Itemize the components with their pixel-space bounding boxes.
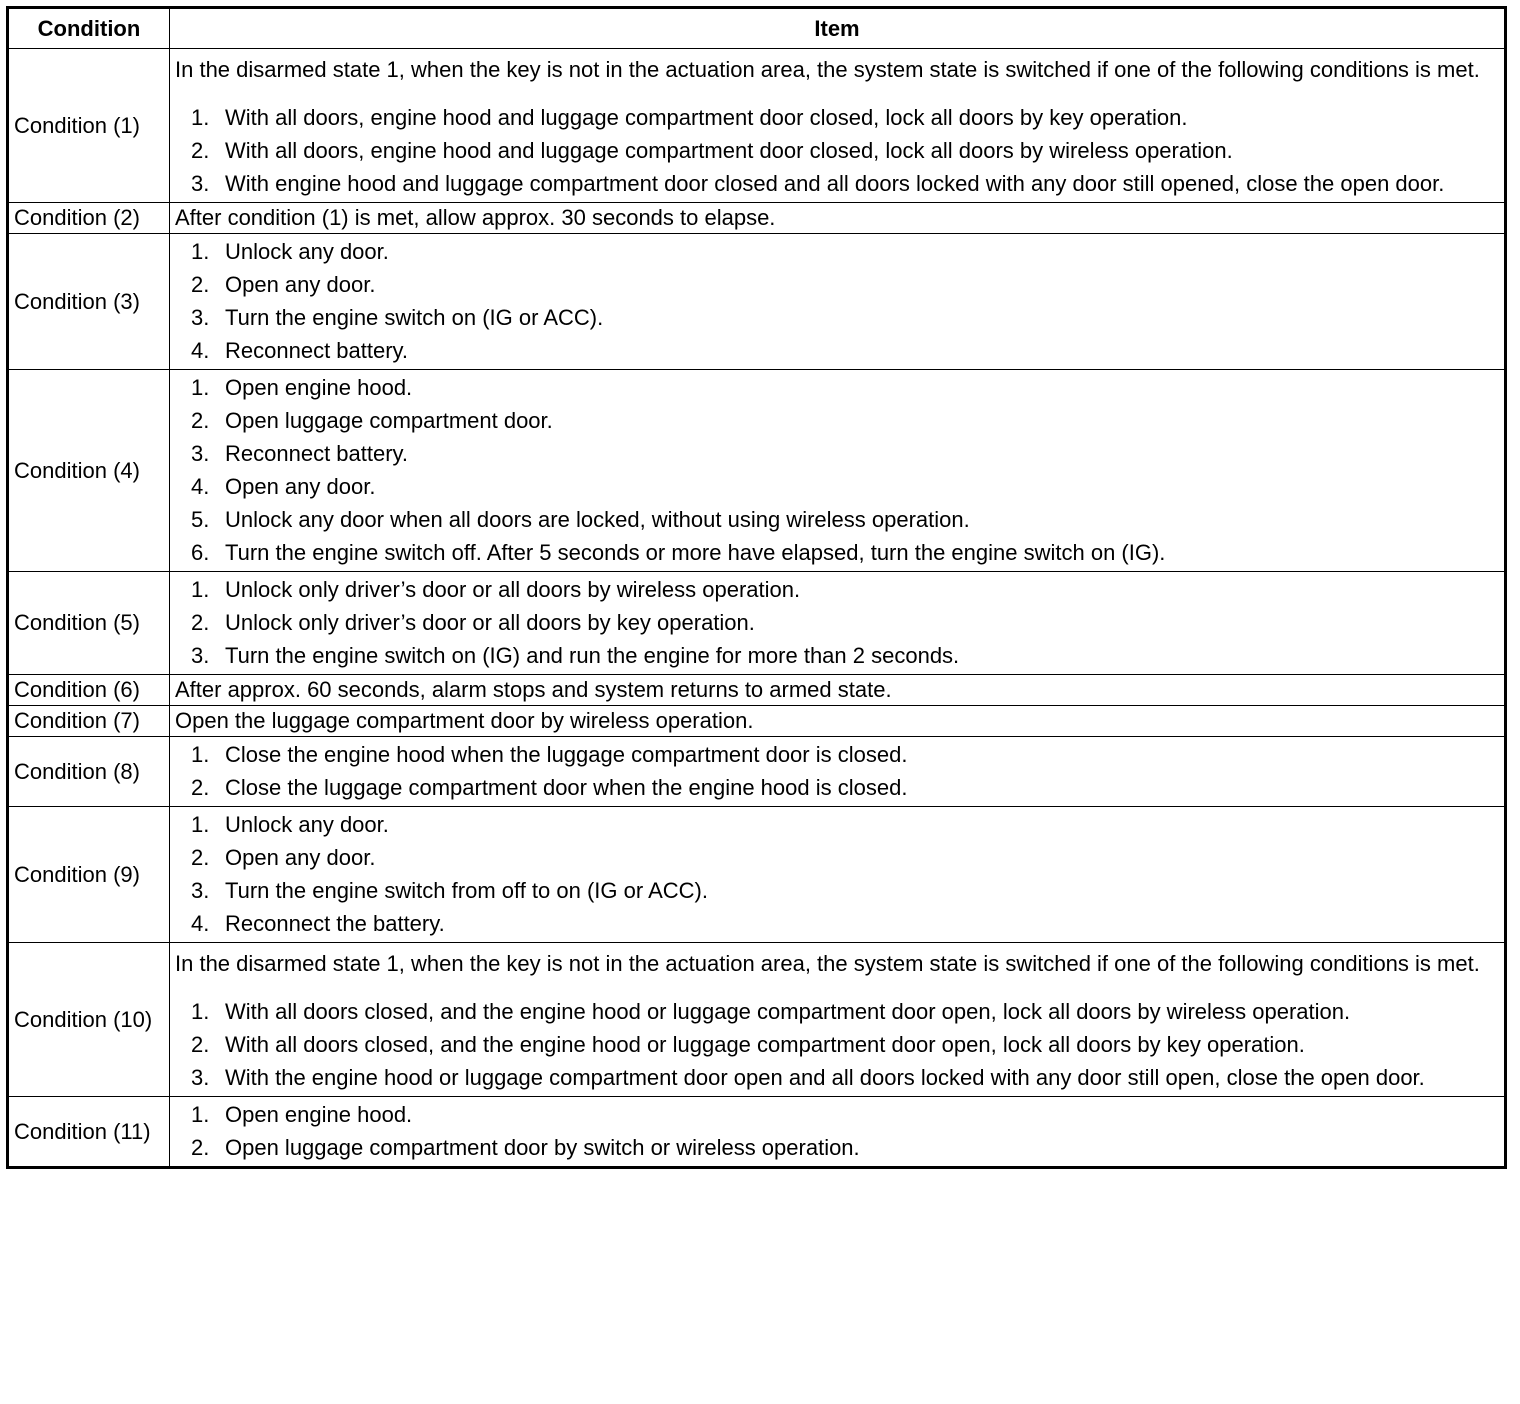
step-text: Unlock any door when all doors are locked, without using wireless operation. [225, 507, 970, 532]
item-cell [170, 234, 1506, 370]
step-number: 2. [191, 775, 210, 800]
condition-cell: Condition (3) [8, 234, 170, 370]
header-item: Item [170, 8, 1506, 49]
list-item [175, 472, 1499, 502]
list-item [175, 843, 1499, 873]
item-text: Open the luggage compartment door by wireless operation. [175, 708, 754, 733]
table-row [8, 706, 1506, 737]
step-list [175, 997, 1499, 1093]
list-item [175, 608, 1499, 638]
list-item [175, 876, 1499, 906]
item-text: After condition (1) is met, allow approx. 30 seconds to elapse. [175, 205, 776, 230]
step-number: 2. [191, 138, 210, 163]
step-number: 3. [191, 878, 210, 903]
step-number: 1. [191, 742, 210, 767]
step-number: 5. [191, 507, 210, 532]
step-number: 2. [191, 1032, 210, 1057]
item-cell [170, 807, 1506, 943]
item-cell [170, 49, 1506, 203]
step-number: 6. [191, 540, 210, 565]
step-text: Open engine hood. [225, 375, 413, 400]
step-text: With all doors, engine hood and luggage compartment door closed, lock all doors by wireless operation. [225, 138, 1233, 163]
item-intro: In the disarmed state 1, when the key is not in the actuation area, the system state is switched if one of the following conditions is met. [175, 951, 1480, 976]
step-text: Turn the engine switch off. After 5 seconds or more have elapsed, turn the engine switch on (IG). [225, 540, 1166, 565]
table-row [8, 1097, 1506, 1168]
step-number: 1. [191, 239, 210, 264]
condition-cell: Condition (1) [8, 49, 170, 203]
item-cell [170, 943, 1506, 1097]
step-text: With the engine hood or luggage compartment door open and all doors locked with any door still open, close the open door. [225, 1065, 1425, 1090]
step-text: Turn the engine switch on (IG or ACC). [225, 305, 604, 330]
step-number: 3. [191, 643, 210, 668]
item-cell [170, 1097, 1506, 1168]
step-number: 2. [191, 408, 210, 433]
step-text: Reconnect battery. [225, 441, 409, 466]
table-row [8, 572, 1506, 675]
table-row [8, 203, 1506, 234]
step-text: Unlock any door. [225, 812, 389, 837]
item-cell [170, 203, 1506, 234]
step-number: 2. [191, 1135, 210, 1160]
step-list [175, 1100, 1499, 1163]
list-item [175, 1030, 1499, 1060]
list-item [175, 773, 1499, 803]
step-text: Open any door. [225, 272, 376, 297]
step-text: With all doors, engine hood and luggage compartment door closed, lock all doors by key operation. [225, 105, 1188, 130]
list-item [175, 169, 1499, 199]
list-item [175, 575, 1499, 605]
step-number: 2. [191, 272, 210, 297]
step-text: Reconnect battery. [225, 338, 409, 363]
step-number: 1. [191, 1102, 210, 1127]
condition-cell: Condition (11) [8, 1097, 170, 1168]
step-number: 3. [191, 171, 210, 196]
list-item [175, 538, 1499, 568]
step-number: 3. [191, 305, 210, 330]
item-cell [170, 370, 1506, 572]
step-number: 2. [191, 845, 210, 870]
list-item [175, 1133, 1499, 1163]
list-item [175, 406, 1499, 436]
condition-cell: Condition (5) [8, 572, 170, 675]
header-condition: Condition [8, 8, 170, 49]
step-text: With all doors closed, and the engine hood or luggage compartment door open, lock all doors by key operation. [225, 1032, 1305, 1057]
step-text: Unlock only driver’s door or all doors by wireless operation. [225, 577, 801, 602]
step-list [175, 810, 1499, 939]
step-number: 2. [191, 610, 210, 635]
step-text: With engine hood and luggage compartment door closed and all doors locked with any door still opened, close the open door. [225, 171, 1445, 196]
table-row [8, 49, 1506, 203]
step-number: 3. [191, 441, 210, 466]
conditions-table [6, 6, 1507, 1169]
step-text: Open luggage compartment door by switch or wireless operation. [225, 1135, 860, 1160]
table-row [8, 807, 1506, 943]
step-number: 1. [191, 999, 210, 1024]
list-item [175, 336, 1499, 366]
table-row [8, 675, 1506, 706]
condition-cell: Condition (2) [8, 203, 170, 234]
list-item [175, 505, 1499, 535]
item-cell [170, 737, 1506, 807]
step-text: Unlock only driver’s door or all doors by key operation. [225, 610, 755, 635]
list-item [175, 641, 1499, 671]
item-cell [170, 572, 1506, 675]
step-text: Turn the engine switch from off to on (IG or ACC). [225, 878, 708, 903]
step-text: Unlock any door. [225, 239, 389, 264]
item-cell [170, 675, 1506, 706]
step-number: 4. [191, 338, 210, 363]
list-item [175, 1100, 1499, 1130]
step-list [175, 575, 1499, 671]
list-item [175, 1063, 1499, 1093]
list-item [175, 270, 1499, 300]
list-item [175, 237, 1499, 267]
condition-cell: Condition (4) [8, 370, 170, 572]
list-item [175, 303, 1499, 333]
step-number: 1. [191, 812, 210, 837]
step-number: 1. [191, 577, 210, 602]
condition-cell: Condition (9) [8, 807, 170, 943]
table-body [8, 49, 1506, 1168]
list-item [175, 810, 1499, 840]
step-list [175, 373, 1499, 568]
step-number: 4. [191, 474, 210, 499]
list-item [175, 997, 1499, 1027]
list-item [175, 373, 1499, 403]
step-number: 4. [191, 911, 210, 936]
item-intro: In the disarmed state 1, when the key is not in the actuation area, the system state is switched if one of the following conditions is met. [175, 57, 1480, 82]
step-list [175, 740, 1499, 803]
step-number: 1. [191, 105, 210, 130]
step-text: Close the luggage compartment door when the engine hood is closed. [225, 775, 908, 800]
list-item [175, 439, 1499, 469]
list-item [175, 103, 1499, 133]
table-row [8, 370, 1506, 572]
list-item [175, 136, 1499, 166]
step-text: Open engine hood. [225, 1102, 413, 1127]
step-number: 3. [191, 1065, 210, 1090]
condition-cell: Condition (10) [8, 943, 170, 1097]
step-text: Open luggage compartment door. [225, 408, 553, 433]
condition-cell: Condition (6) [8, 675, 170, 706]
header-row [8, 8, 1506, 49]
step-list [175, 103, 1499, 199]
condition-cell: Condition (8) [8, 737, 170, 807]
step-text: Close the engine hood when the luggage compartment door is closed. [225, 742, 908, 767]
step-text: With all doors closed, and the engine hood or luggage compartment door open, lock all doors by wireless operation. [225, 999, 1351, 1024]
step-text: Open any door. [225, 474, 376, 499]
table-row [8, 234, 1506, 370]
list-item [175, 909, 1499, 939]
step-list [175, 237, 1499, 366]
list-item [175, 740, 1499, 770]
step-text: Reconnect the battery. [225, 911, 445, 936]
condition-cell: Condition (7) [8, 706, 170, 737]
item-cell [170, 706, 1506, 737]
table-row [8, 737, 1506, 807]
document [6, 6, 1507, 1169]
step-text: Open any door. [225, 845, 376, 870]
step-text: Turn the engine switch on (IG) and run the engine for more than 2 seconds. [225, 643, 960, 668]
step-number: 1. [191, 375, 210, 400]
table-row [8, 943, 1506, 1097]
item-text: After approx. 60 seconds, alarm stops and system returns to armed state. [175, 677, 892, 702]
